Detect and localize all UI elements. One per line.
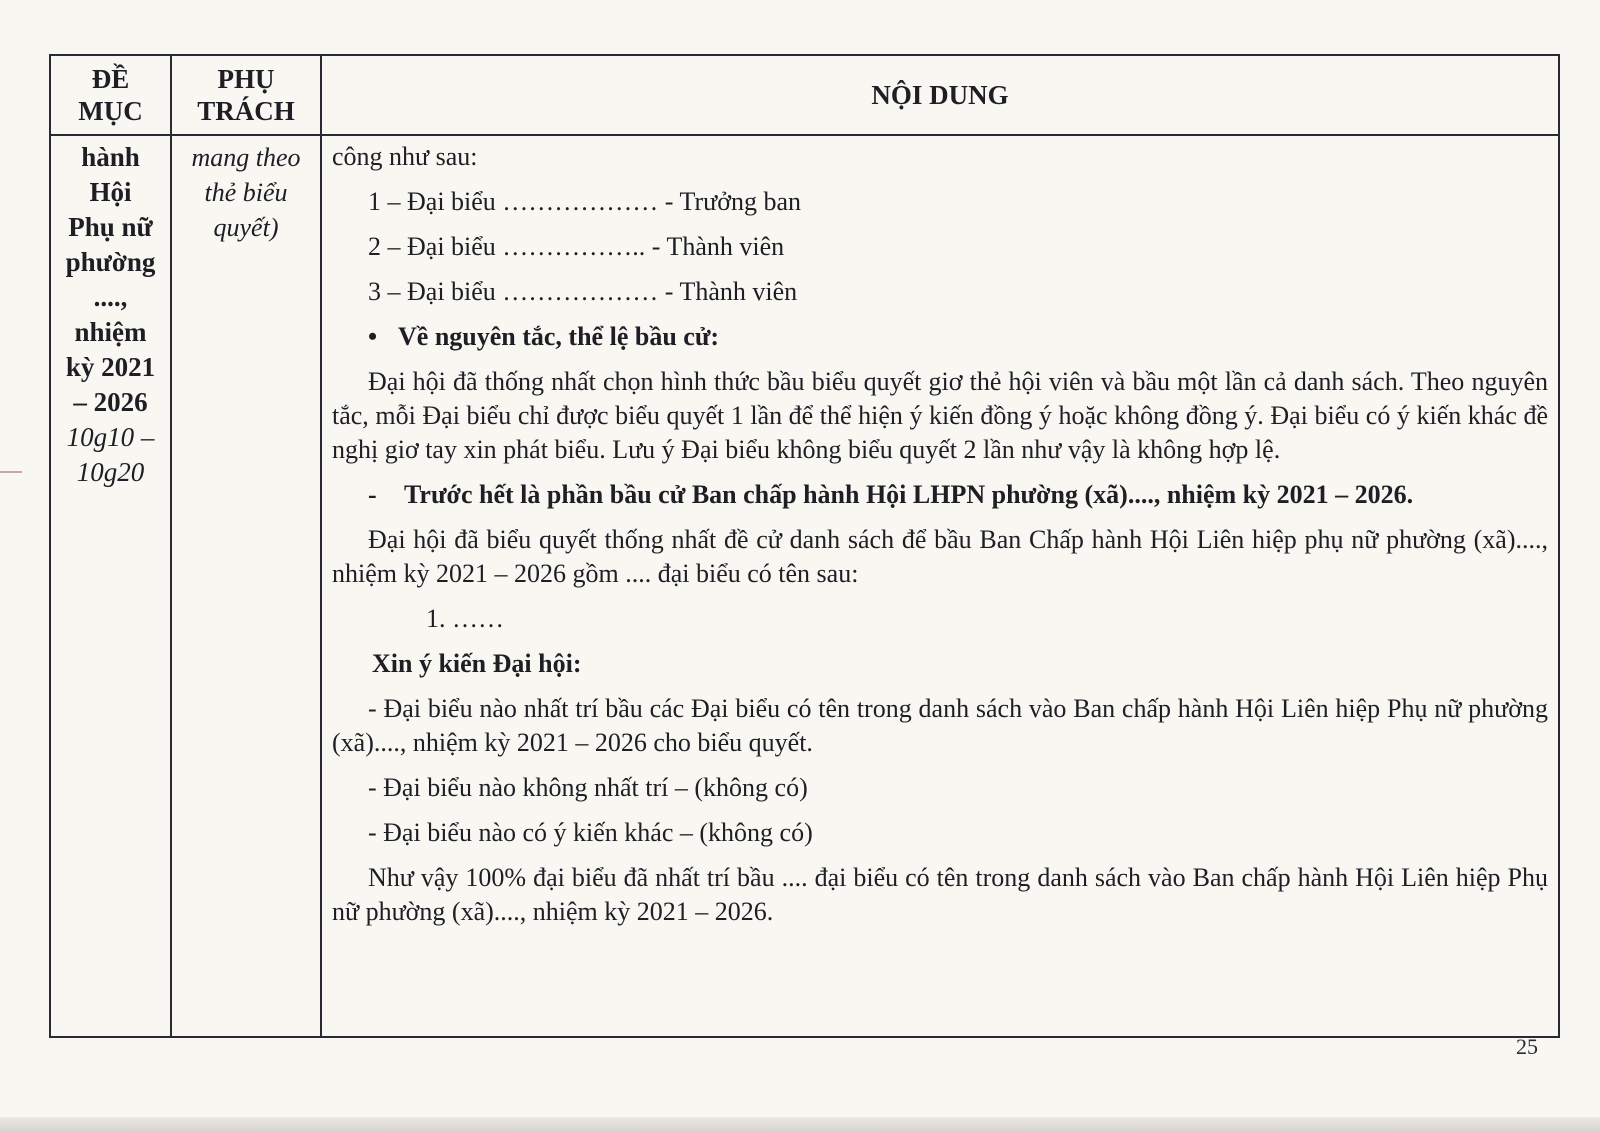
section-line: – 2026 bbox=[73, 387, 148, 417]
scan-edge bbox=[0, 1117, 1600, 1131]
section-line: phường bbox=[65, 247, 156, 277]
vote-line: - Đại biểu nào không nhất trí – (không có) bbox=[368, 773, 808, 802]
section-line: kỳ 2021 bbox=[65, 352, 156, 382]
section-cell bbox=[50, 135, 171, 1037]
dash-heading-text: Trước hết là phần bầu cử Ban chấp hành Hội LHPN phường (xã)...., nhiệm kỳ 2021 – 2026. bbox=[404, 480, 1414, 509]
vote-line: - Đại biểu nào có ý kiến khác – (không có) bbox=[368, 818, 813, 847]
time-line: 10g10 – bbox=[66, 422, 155, 452]
bullet-heading-text: Về nguyên tắc, thể lệ bầu cử: bbox=[398, 322, 720, 351]
opinion-heading: Xin ý kiến Đại hội: bbox=[372, 649, 582, 678]
header-responsible-line: PHỤ bbox=[217, 64, 275, 94]
margin-mark bbox=[0, 471, 22, 473]
responsible-line: mang theo bbox=[191, 143, 301, 172]
agenda-table bbox=[49, 54, 1560, 1038]
header-responsible-line: TRÁCH bbox=[197, 96, 295, 126]
vote-line: - Đại biểu nào nhất trí bầu các Đại biểu có tên trong danh sách vào Ban chấp hành Hội Liên hiệp Phụ nữ phường (xã)...., nhiệm kỳ 2021 – 2026 cho biểu quyết. bbox=[332, 694, 1548, 757]
member-line: 2 – Đại biểu …………….. - Thành viên bbox=[368, 232, 785, 261]
member-line: 1 – Đại biểu ……………… - Trưởng ban bbox=[368, 187, 801, 216]
section-line: hành bbox=[81, 142, 140, 172]
responsible-line: quyết) bbox=[213, 213, 279, 242]
content-cell bbox=[321, 135, 1559, 1037]
dash-heading bbox=[332, 478, 1548, 512]
header-content: NỘI DUNG bbox=[321, 55, 1559, 135]
header-responsible bbox=[171, 55, 321, 135]
responsible-cell bbox=[171, 135, 321, 1037]
result-paragraph: Như vậy 100% đại biểu đã nhất trí bầu .... đại biểu có tên trong danh sách vào Ban chấp hành Hội Liên hiệp Phụ nữ phường (xã)...., nhiệm kỳ 2021 – 2026. bbox=[332, 863, 1548, 926]
section-line: Hội bbox=[89, 177, 132, 207]
bullet-heading bbox=[332, 320, 1548, 354]
header-section-line: MỤC bbox=[78, 96, 143, 126]
page-number: 25 bbox=[1516, 1034, 1538, 1059]
header-section-line: ĐỀ bbox=[91, 64, 130, 94]
list-item: 1. …… bbox=[426, 604, 504, 633]
bullet-icon: • bbox=[368, 322, 378, 351]
table-row bbox=[50, 135, 1559, 1037]
header-section bbox=[50, 55, 171, 135]
time-line: 10g20 bbox=[76, 457, 145, 487]
dash-icon: - bbox=[368, 480, 377, 509]
member-line: 3 – Đại biểu ……………… - Thành viên bbox=[368, 277, 798, 306]
section-line: Phụ nữ bbox=[68, 212, 153, 242]
intro-text: công như sau: bbox=[332, 142, 478, 171]
section-line: nhiệm bbox=[74, 317, 147, 347]
section-line: ...., bbox=[93, 282, 128, 312]
table-header-row bbox=[50, 55, 1559, 135]
responsible-line: thẻ biểu bbox=[204, 178, 288, 207]
rules-paragraph: Đại hội đã thống nhất chọn hình thức bầu biểu quyết giơ thẻ hội viên và bầu một lần cả danh sách. Theo nguyên tắc, mỗi Đại biểu chỉ được biểu quyết 1 lần để thể hiện ý kiến đồng ý hoặc không đồng ý. Đại biểu có ý kiến khác đề nghị giơ tay xin phát biểu. Lưu ý Đại biểu không biểu quyết 2 lần như vậy là không hợp lệ. bbox=[332, 367, 1548, 464]
nomination-paragraph: Đại hội đã biểu quyết thống nhất đề cử danh sách để bầu Ban Chấp hành Hội Liên hiệp phụ nữ phường (xã)...., nhiệm kỳ 2021 – 2026 gồm .... đại biểu có tên sau: bbox=[332, 525, 1548, 588]
